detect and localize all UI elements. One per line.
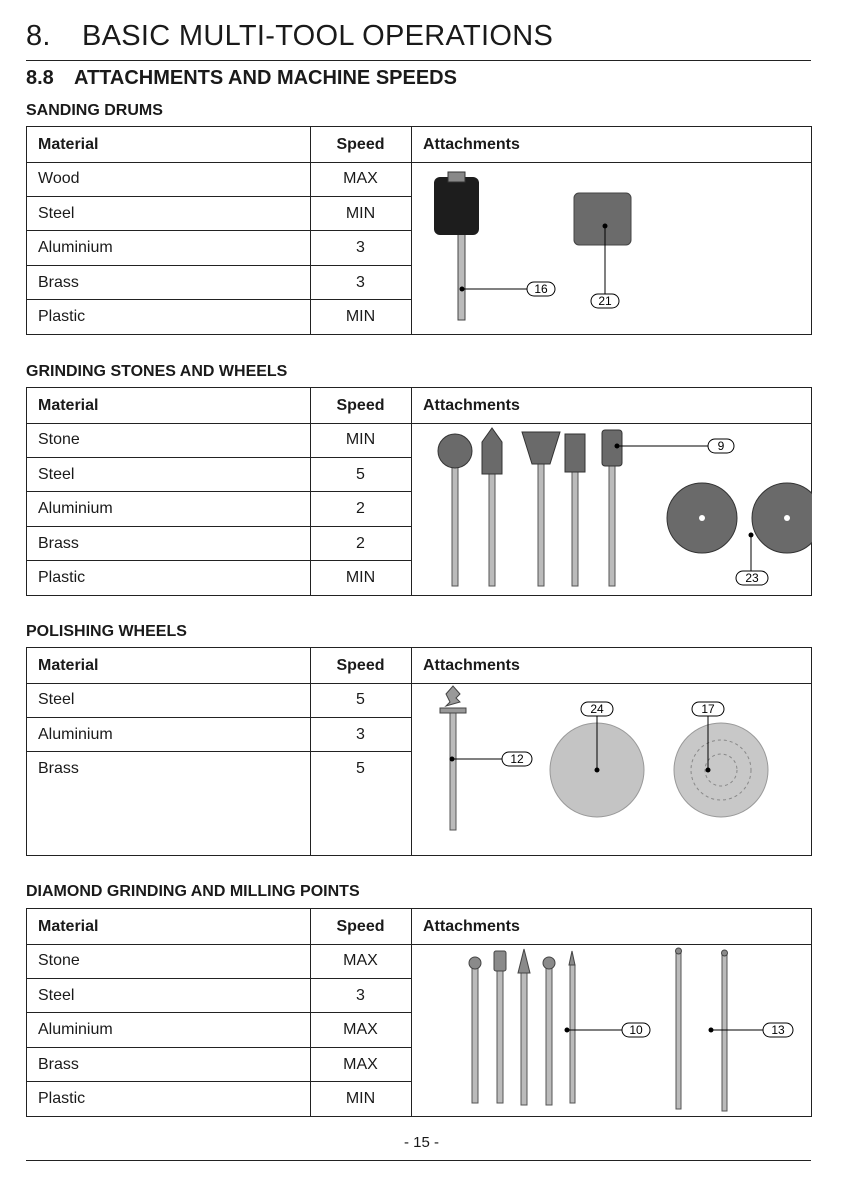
cone-stone-icon: [522, 432, 560, 464]
material-cell: Brass: [38, 1055, 79, 1073]
bottom-rule: [26, 1160, 811, 1161]
grinding-stone-icons: [452, 464, 615, 586]
sanding-band-icon: [574, 193, 631, 245]
speed-cell: MAX: [343, 952, 378, 969]
chapter-number: 8.: [26, 20, 51, 52]
table-header: [27, 388, 811, 424]
table-title-polishing-wheels: POLISHING WHEELS: [26, 623, 187, 640]
table-row: [27, 423, 411, 458]
page-number: - 15 -: [403, 1134, 439, 1151]
header-speed: Speed: [336, 657, 385, 674]
table-row: [27, 944, 411, 979]
pointed-stone-icon: [482, 428, 502, 474]
speed-cell: MIN: [345, 204, 376, 222]
material-cell: Aluminium: [38, 500, 113, 518]
header-attachments: Attachments: [423, 918, 520, 935]
speed-cell: MAX: [343, 1055, 378, 1073]
material-cell: Stone: [38, 431, 80, 448]
speed-cell: 3: [356, 725, 365, 743]
material-cell: Wood: [38, 170, 80, 187]
table-title-sanding-drums: SANDING DRUMS: [26, 102, 163, 119]
callout-10: 10: [629, 1023, 643, 1037]
material-cell: Plastic: [38, 569, 86, 587]
section-number: 8.8: [26, 67, 54, 89]
attachments-illustration: [412, 424, 811, 595]
callout-21: 21: [598, 294, 612, 308]
table-row: [27, 1082, 411, 1117]
table-row: [27, 561, 411, 596]
section-title: ATTACHMENTS AND MACHINE SPEEDS: [74, 67, 457, 89]
speed-cell: MIN: [345, 308, 376, 326]
speed-cell: MIN: [345, 569, 376, 587]
callout-24: 24: [590, 702, 604, 716]
table-row: [27, 197, 411, 232]
cylinder-stone-icon: [565, 434, 585, 472]
table-row: [27, 492, 411, 527]
callout-23: 23: [745, 571, 759, 585]
header-attachments: Attachments: [423, 657, 520, 674]
table-row: [27, 458, 411, 493]
callout-16: 16: [534, 282, 548, 296]
attachments-illustration: [412, 163, 811, 334]
section-heading: [26, 67, 457, 90]
material-cell: Stone: [38, 952, 80, 969]
table-row: [27, 979, 411, 1014]
table-grinding-stones: [26, 387, 812, 596]
table-row: [27, 162, 411, 197]
speed-cell: 2: [356, 534, 365, 552]
cloth-polishing-wheel-icon: [674, 723, 768, 817]
callout-12: 12: [510, 752, 524, 766]
callout-17: 17: [701, 702, 715, 716]
material-cell: Steel: [38, 691, 75, 708]
material-cell: Aluminium: [38, 1021, 113, 1039]
speed-cell: MIN: [345, 431, 376, 448]
header-material: Material: [38, 397, 99, 414]
speed-cell: 3: [356, 239, 365, 257]
material-cell: Plastic: [38, 1090, 86, 1108]
speed-cell: 3: [356, 986, 365, 1004]
table-row: [27, 300, 411, 335]
attachments-illustration: [412, 945, 811, 1116]
top-rule: [26, 60, 811, 61]
table-diamond-points: [26, 908, 812, 1117]
small-cylinder-stone-icon: [602, 430, 622, 466]
callout-9: 9: [717, 439, 725, 453]
speed-cell: 5: [356, 691, 365, 708]
table-row: [27, 752, 411, 787]
callout-13: 13: [771, 1023, 785, 1037]
speed-cell: 3: [356, 273, 365, 291]
material-cell: Aluminium: [38, 725, 113, 743]
header-speed: Speed: [336, 397, 385, 414]
speed-cell: MAX: [343, 170, 378, 187]
grinding-wheel-icon: [752, 483, 812, 553]
table-title-grinding-stones: GRINDING STONES AND WHEELS: [26, 363, 288, 380]
header-speed: Speed: [336, 136, 385, 153]
table-row: [27, 527, 411, 562]
material-cell: Steel: [38, 204, 75, 222]
header-attachments: Attachments: [423, 136, 520, 153]
material-cell: Brass: [38, 273, 79, 291]
table-title-diamond-points: DIAMOND GRINDING AND MILLING POINTS: [26, 883, 360, 900]
speed-cell: MAX: [343, 1021, 378, 1039]
speed-cell: 5: [356, 760, 365, 778]
speed-cell: 5: [356, 465, 365, 483]
table-sanding-drums: [26, 126, 812, 335]
material-cell: Steel: [38, 465, 75, 483]
header-attachments: Attachments: [423, 397, 520, 414]
material-cell: Steel: [38, 986, 75, 1004]
table-header: [27, 648, 811, 684]
ball-stone-icon: [438, 434, 472, 468]
table-row: [27, 1013, 411, 1048]
table-row: [27, 1048, 411, 1083]
speed-cell: 2: [356, 500, 365, 518]
material-cell: Brass: [38, 760, 79, 778]
header-material: Material: [38, 918, 99, 935]
material-cell: Plastic: [38, 308, 86, 326]
diamond-point-icons: [472, 953, 727, 1111]
chapter-heading: [26, 20, 553, 53]
table-polishing-wheels: [26, 647, 812, 856]
sanding-drum-mandrel-icon: [434, 172, 479, 320]
table-row: [27, 231, 411, 266]
header-material: Material: [38, 136, 99, 153]
header-speed: Speed: [336, 918, 385, 935]
table-header: [27, 127, 811, 163]
chapter-title: BASIC MULTI-TOOL OPERATIONS: [82, 20, 554, 52]
attachments-illustration: [412, 684, 811, 855]
material-cell: Brass: [38, 534, 79, 552]
table-header: [27, 909, 811, 945]
material-cell: Aluminium: [38, 239, 113, 257]
table-row: [27, 718, 411, 753]
header-material: Material: [38, 657, 99, 674]
speed-cell: MIN: [345, 1090, 376, 1108]
table-row: [27, 266, 411, 301]
table-row: [27, 683, 411, 718]
